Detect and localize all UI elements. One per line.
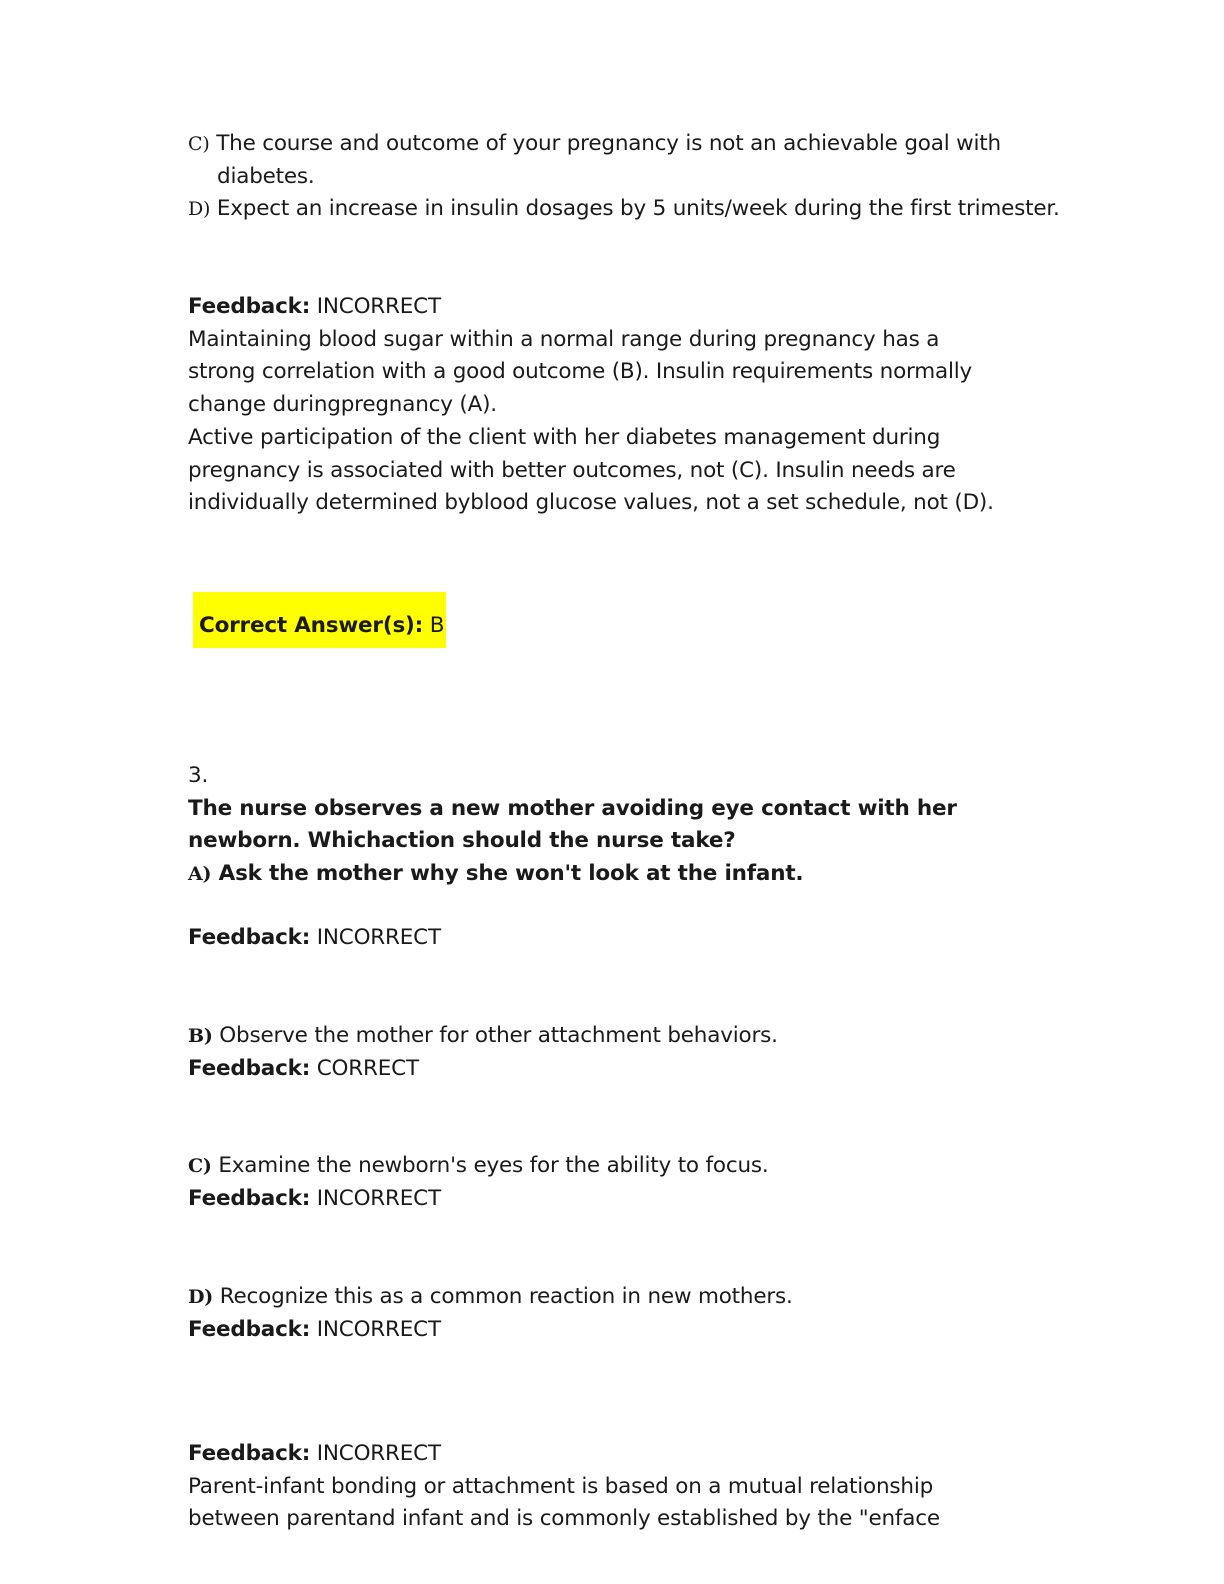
explanation-line: between parentand infant and is commonly established by the "enface xyxy=(188,1506,940,1532)
feedback-label: Feedback: xyxy=(188,1055,311,1081)
option-text: Recognize this as a common reaction in new mothers. xyxy=(219,1284,793,1309)
feedback-line xyxy=(188,1314,793,1347)
feedback-line xyxy=(188,1183,769,1216)
option-c-line2: diabetes. xyxy=(217,163,315,189)
explanation-line: pregnancy is associated with better outcomes, not (C). Insulin needs are xyxy=(188,457,956,483)
option-text: Ask the mother why she won't look at the infant. xyxy=(218,861,804,887)
correct-answer-value: B xyxy=(429,613,445,638)
feedback-label: Feedback: xyxy=(188,1185,311,1211)
option-text: Observe the mother for other attachment behaviors. xyxy=(219,1023,778,1048)
explanation-line: Parent-infant bonding or attachment is based on a mutual relationship xyxy=(188,1473,934,1499)
feedback-line xyxy=(188,1438,940,1471)
option-letter: C) xyxy=(188,1155,212,1177)
option-d-line xyxy=(188,1281,793,1314)
question-number: 3. xyxy=(188,763,209,788)
question-stem-line1: The nurse observes a new mother avoiding eye contact with her xyxy=(188,795,957,821)
feedback-label: Feedback: xyxy=(188,1316,311,1342)
option-text: Examine the newborn's eyes for the ability to focus. xyxy=(218,1153,769,1178)
feedback-value: INCORRECT xyxy=(310,1316,441,1342)
option-text: The course and outcome of your pregnancy is not an achievable goal with xyxy=(216,131,1001,156)
final-feedback-block xyxy=(188,1438,940,1536)
feedback-label: Feedback: xyxy=(188,925,311,950)
correct-answer-block xyxy=(188,592,446,648)
explanation-line: Active participation of the client with her diabetes management during xyxy=(188,424,941,450)
option-text: Expect an increase in insulin dosages by 5 units/week during the first trimester. xyxy=(216,196,1060,222)
question-3-block xyxy=(188,760,957,891)
option-letter: A) xyxy=(188,863,212,886)
option-letter: D) xyxy=(188,198,211,221)
explanation-line: individually determined byblood glucose values, not a set schedule, not (D). xyxy=(188,490,994,516)
feedback-value: INCORRECT xyxy=(316,1185,441,1211)
correct-answer-highlight xyxy=(193,592,446,648)
feedback-label: Feedback: xyxy=(188,1441,311,1466)
question-stem-line2: newborn. Whichaction should the nurse take? xyxy=(188,828,736,854)
option-c-line xyxy=(188,1150,769,1183)
feedback-label: Feedback: xyxy=(188,294,311,319)
feedback-value: INCORRECT xyxy=(316,925,441,950)
option-d-q3-block xyxy=(188,1281,793,1346)
feedback-line xyxy=(188,1053,778,1086)
explanation-line: Maintaining blood sugar within a normal range during pregnancy has a xyxy=(188,326,940,352)
option-a-feedback xyxy=(188,922,441,955)
feedback-value: INCORRECT xyxy=(310,1441,441,1466)
option-d-line xyxy=(188,193,1060,226)
option-a-line xyxy=(188,858,957,891)
explanation-line: change duringpregnancy (A). xyxy=(188,392,497,418)
option-letter: B) xyxy=(188,1025,213,1047)
explanation-line: strong correlation with a good outcome (B). Insulin requirements normally xyxy=(188,359,973,385)
option-c-q3-block xyxy=(188,1150,769,1215)
feedback-line xyxy=(188,291,994,324)
correct-answer-label: Correct Answer(s): xyxy=(199,613,424,638)
option-letter: D) xyxy=(188,1286,214,1308)
option-b-block xyxy=(188,1020,778,1085)
feedback-value: CORRECT xyxy=(316,1055,419,1081)
feedback-block xyxy=(188,291,994,520)
option-b-line xyxy=(188,1020,778,1053)
option-c-line1 xyxy=(188,128,1060,161)
feedback-value: INCORRECT xyxy=(316,294,441,319)
option-c-block xyxy=(188,128,1060,226)
option-letter: C) xyxy=(188,133,210,155)
feedback-line xyxy=(188,922,441,955)
